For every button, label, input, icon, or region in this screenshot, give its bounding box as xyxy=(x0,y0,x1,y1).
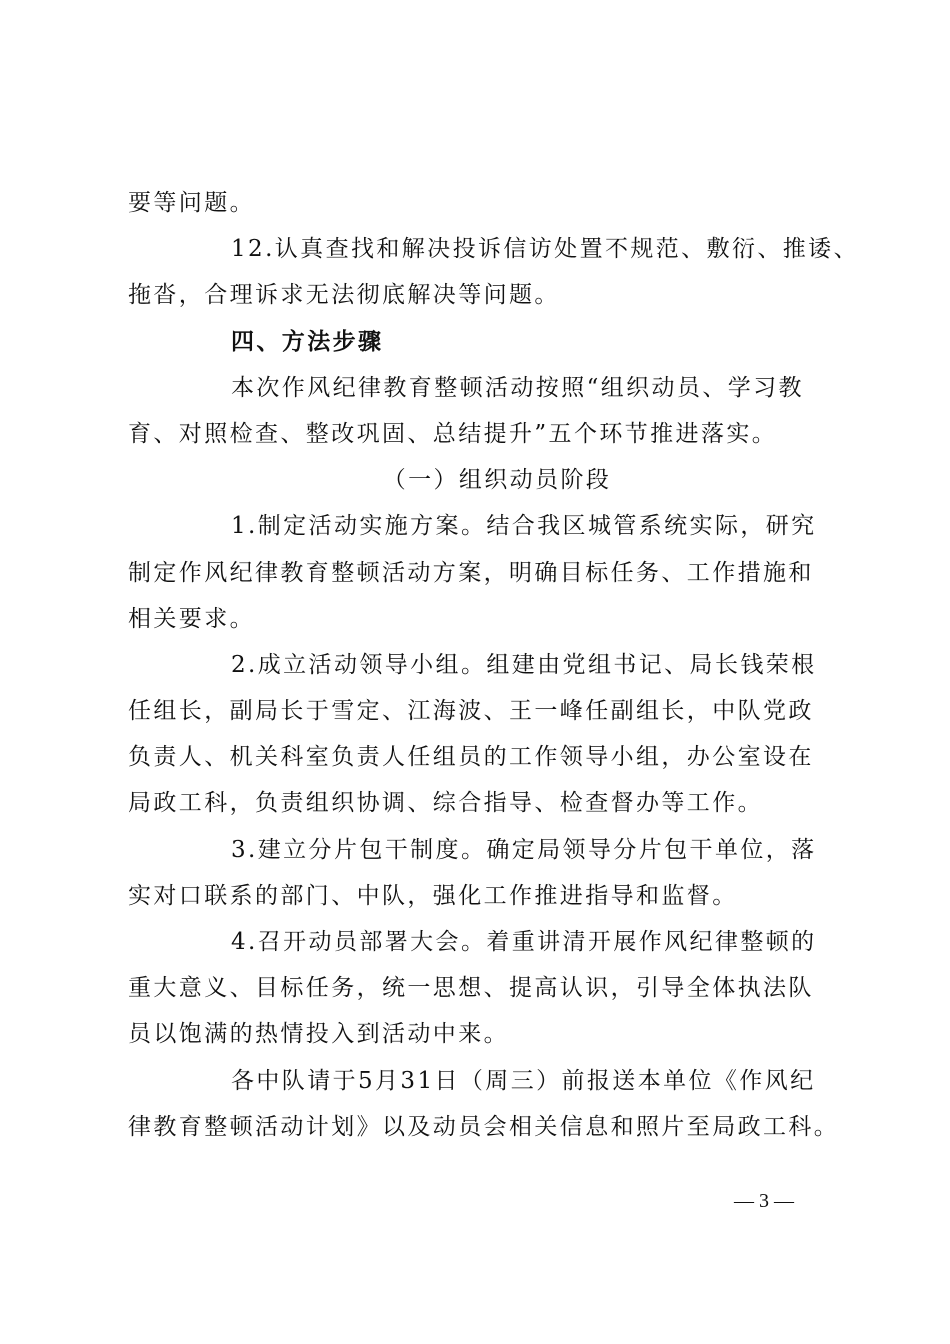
text-line: 负责人、机关科室负责人任组员的工作领导小组，办公室设在 xyxy=(128,744,814,771)
subsection-heading: （一）组织动员阶段 xyxy=(382,467,612,494)
text-line: 局政工科，负责组织协调、综合指导、检查督办等工作。 xyxy=(128,790,763,817)
text-line: 各中队请于5月31日（周三）前报送本单位《作风纪 xyxy=(231,1067,816,1094)
text-line: 1.制定活动实施方案。结合我区城管系统实际，研究 xyxy=(231,513,817,540)
text-line: 实对口联系的部门、中队，强化工作推进指导和监督。 xyxy=(128,882,738,909)
text-line: 3.建立分片包干制度。确定局领导分片包干单位，落 xyxy=(231,836,817,863)
section-heading: 四、方法步骤 xyxy=(231,328,384,355)
text-line: 任组长，副局长于雪定、江海波、王一峰任副组长，中队党政 xyxy=(128,698,814,725)
text-line: 本次作风纪律教育整顿活动按照“组织动员、学习教 xyxy=(231,374,804,401)
text-line: 相关要求。 xyxy=(128,605,255,632)
document-body xyxy=(128,180,859,1150)
text-line: 重大意义、目标任务，统一思想、提高认识，引导全体执法队 xyxy=(128,975,814,1002)
text-line: 律教育整顿活动计划》以及动员会相关信息和照片至局政工科。 xyxy=(128,1113,840,1140)
text-line: 4.召开动员部署大会。着重讲清开展作风纪律整顿的 xyxy=(231,929,817,955)
text-line: 要等问题。 xyxy=(128,190,255,216)
page-number: — 3 — xyxy=(734,1190,794,1212)
text-line: 员以饱满的热情投入到活动中来。 xyxy=(128,1021,509,1048)
text-line: 2.成立活动领导小组。组建由党组书记、局长钱荣根 xyxy=(231,651,817,678)
text-line: 育、对照检查、整改巩固、总结提升”五个环节推进落实。 xyxy=(128,420,778,447)
text-line: 12.认真查找和解决投诉信访处置不规范、敷衍、推诿、 xyxy=(231,236,859,263)
text-line: 制定作风纪律教育整顿活动方案，明确目标任务、工作措施和 xyxy=(128,559,814,586)
text-line: 拖沓，合理诉求无法彻底解决等问题。 xyxy=(128,282,560,309)
